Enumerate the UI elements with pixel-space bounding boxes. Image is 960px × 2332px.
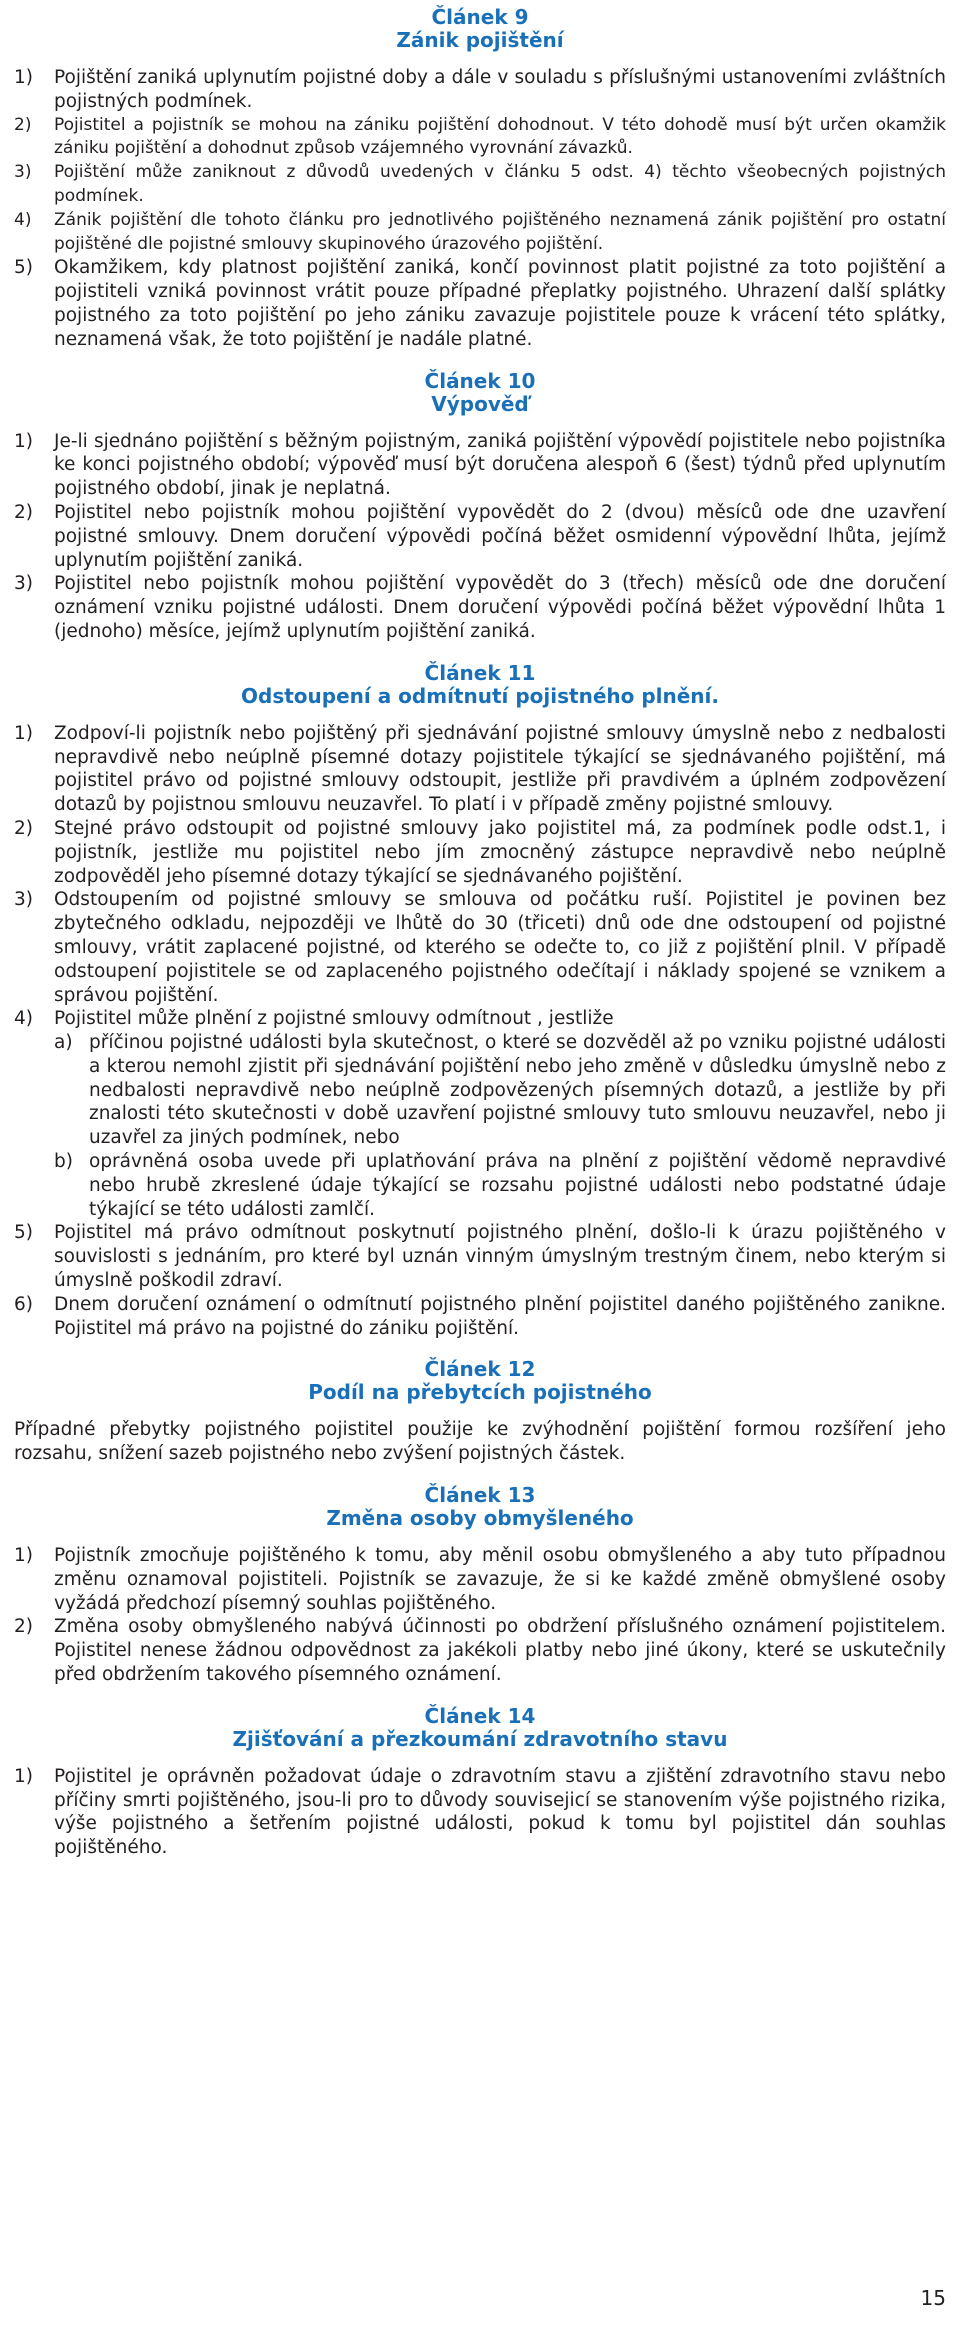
sub-item-text: oprávněná osoba uvede při uplatňování práva na plnění z pojištění vědomě nepravdivé nebo hrubě zkreslené údaje týkající se rozsahu pojistné události nebo podstatné údaje týkající se této události zamlčí.: [89, 1151, 946, 1220]
article-10: [14, 370, 946, 644]
item-text: Pojistitel a pojistník se mohou na zániku pojištění dohodnout. V této dohodě musí být určen okamžik zániku pojištění a dohodnut způsob vzájemného vyrovnání závazků.: [54, 114, 946, 159]
item-number: 4): [14, 209, 32, 230]
item-text: Dnem doručení oznámení o odmítnutí pojistného plnění pojistitel daného pojištěného zanikne. Pojistitel má právo na pojistné do zániku pojištění.: [54, 1293, 946, 1339]
article-title: Článek 12: [424, 1357, 536, 1382]
list-item: [14, 1765, 946, 1860]
item-text: Pojištění zaniká uplynutím pojistné doby a dále v souladu s příslušnými ustanoveními zvláštních pojistných podmínek.: [54, 67, 946, 112]
list-item: [14, 161, 946, 209]
list-item: [14, 722, 946, 817]
list-item: [14, 1544, 946, 1615]
article-title: Článek 10: [424, 368, 536, 393]
item-number: 1): [14, 1765, 33, 1787]
article-11: [14, 662, 946, 1341]
item-number: 4): [14, 1008, 33, 1030]
item-text: Pojistitel může plnění z pojistné smlouvy odmítnout , jestliže: [54, 1008, 614, 1030]
sub-list-item: [54, 1150, 946, 1221]
item-number: 1): [14, 722, 33, 744]
item-text: Pojistitel má právo odmítnout poskytnutí pojistného plnění, došlo-li k úrazu pojištěného v souvislosti s jednáním, pro které byl uznán vinným úmyslným trestným činem, nebo kterým si úmyslně poškodil zdraví.: [54, 1222, 946, 1292]
list-item: [14, 501, 946, 572]
article-14: [14, 1705, 946, 1860]
article-title: Článek 9: [431, 5, 529, 29]
item-number: 3): [14, 162, 32, 183]
list-item: [14, 256, 946, 351]
item-number: 6): [14, 1293, 33, 1315]
list-item: [14, 430, 946, 501]
sub-list-item: [54, 1031, 946, 1150]
item-number: 2): [14, 1616, 33, 1638]
article-title: Článek 14: [424, 1703, 536, 1728]
article-subtitle: Odstoupení a odmítnutí pojistného plnění.: [241, 683, 719, 708]
article-13: [14, 1484, 946, 1687]
item-text: Zánik pojištění dle tohoto článku pro jednotlivého pojištěného neznamená zánik pojištění pro ostatní pojištěné dle pojistné smlouvy skupinového úrazového pojištění.: [54, 209, 946, 254]
item-number: 3): [14, 889, 33, 911]
item-text: Pojistník zmocňuje pojištěného k tomu, aby měnil osobu obmyšleného a aby tuto případnou změnu oznamoval pojistiteli. Pojistník se zavazuje, že si ke každé změně obmyšlené osoby vyžádá předchozí písemný souhlas pojištěného.: [54, 1545, 946, 1614]
article-subtitle: Výpověď: [431, 391, 529, 416]
article-9: [14, 6, 946, 352]
page-number: 15: [920, 2286, 946, 2310]
item-text: Pojistitel je oprávněn požadovat údaje o zdravotním stavu a zjištění zdravotního stavu nebo příčiny smrti pojištěného, jsou-li pro to důvody souvisejicí se stanovením výše pojistného rizika, výše pojistného a šetřením pojistné události, pokud k tomu byl pojistitel dán souhlas pojištěného.: [54, 1765, 946, 1859]
item-text: Odstoupením od pojistné smlouvy se smlouva od počátku ruší. Pojistitel je povinen bez zbytečného odkladu, nejpozději ve lhůtě do 30 (třiceti) dnů ode dne odstoupení od pojistné smlouvy, vrátit zaplacené pojistné, od kterého se odečte to, co již z pojištění plnil. V případě odstoupení pojistitele se od zaplaceného pojistného odečítají i náklady spojené se vznikem a správou pojištění.: [54, 889, 946, 1006]
item-number: 2): [14, 501, 33, 523]
sub-item-text: příčinou pojistné události byla skutečnost, o které se dozvěděl až po vzniku pojistné události a kterou nemohl zjistit při sjednávání pojištění nebo jeho změně v důsledku úmyslně nebo z nedbalosti nepravdivě nebo neúplně zodpovězených písemných dotazů, a jestliže by při znalosti této skutečnosti v době uzavření pojistné smlouvy tuto smlouvu neuzavřel, nebo ji uzavřel za jiných podmínek, nebo: [89, 1032, 946, 1149]
item-number: 3): [14, 573, 33, 595]
list-item: [14, 888, 946, 1007]
sub-item-letter: b): [54, 1151, 73, 1173]
list-item: [14, 209, 946, 257]
article-paragraph: Případné přebytky pojistného pojistitel použije ke zvýhodnění pojištění formou rozšíření jeho rozsahu, snížení sazeb pojistného nebo zvýšení pojistných částek.: [14, 1419, 946, 1465]
article-subtitle: Zánik pojištění: [396, 28, 564, 52]
article-title: Článek 11: [424, 660, 536, 685]
item-number: 2): [14, 114, 32, 135]
item-text: Pojistitel nebo pojistník mohou pojištění vypovědět do 3 (třech) měsíců ode dne doručení oznámení vzniku pojistné události. Dnem doručení výpovědi počíná běžet výpovědní lhůta 1 (jednoho) měsíce, jejímž uplynutím pojištění zaniká.: [54, 573, 946, 642]
item-number: 1): [14, 1545, 33, 1567]
article-12: [14, 1358, 946, 1466]
list-item: [14, 1007, 946, 1031]
item-number: 1): [14, 430, 33, 452]
article-subtitle: Změna osoby obmyšleného: [326, 1506, 634, 1531]
item-text: Je-li sjednáno pojištění s běžným pojistným, zaniká pojištění výpovědí pojistitele nebo pojistníka ke konci pojistného období; výpověď musí být doručena alespoň 6 (šest) týdnů před uplynutím pojistného období, jinak je neplatná.: [54, 430, 946, 500]
item-text: Změna osoby obmyšleného nabývá účinnosti po obdržení příslušného oznámení pojistitelem. Pojistitel nenese žádnou odpovědnost za jakékoli platby nebo jiné úkony, které se uskutečnily před obdržením takového písemného oznámení.: [54, 1616, 946, 1686]
item-text: Zodpoví-li pojistník nebo pojištěný při sjednávání pojistné smlouvy úmyslně nebo z nedbalosti nepravdivě nebo neúplně písemné dotazy pojistitele týkající se sjednávaného pojištění, má pojistitel právo od pojistné smlouvy odstoupit, jestliže při pravdivém a úplném zodpovězení dotazů by pojistnou smlouvu neuzavřel. To platí i v případě změny pojistné smlouvy.: [54, 722, 946, 816]
item-text: Stejné právo odstoupit od pojistné smlouvy jako pojistitel má, za podmínek podle odst.1, i pojistník, jestliže mu pojistitel nebo jím zmocněný zástupce nepravdivě nebo neúplně zodpověděl jeho písemné dotazy týkající se sjednávaného pojištění.: [54, 817, 946, 887]
list-item: [14, 817, 946, 888]
list-item: [14, 66, 946, 114]
item-text: Okamžikem, kdy platnost pojištění zaniká, končí povinnost platit pojistné za toto pojištění a pojistiteli vzniká povinnost vrátit pouze případné přeplatky pojistného. Uhrazení další splátky pojistného za toto pojištění po jeho zániku zavazuje pojistitele pouze k vrácení této splátky, neznamená však, že toto pojištění je nadále platné.: [54, 257, 946, 350]
article-subtitle: Zjišťování a přezkoumání zdravotního stavu: [232, 1726, 728, 1751]
item-number: 2): [14, 817, 33, 839]
item-number: 5): [14, 1222, 33, 1244]
item-number: 5): [14, 257, 33, 279]
list-item: [14, 572, 946, 643]
list-item: [14, 1615, 946, 1686]
item-text: Pojistitel nebo pojistník mohou pojištění vypovědět do 2 (dvou) měsíců ode dne uzavření pojistné smlouvy. Dnem doručení výpovědi počíná běžet osmidenní výpovědní lhůta, jejímž uplynutím pojištění zaniká.: [54, 501, 946, 571]
list-item: [14, 114, 946, 162]
list-item: [14, 1221, 946, 1292]
article-subtitle: Podíl na přebytcích pojistného: [308, 1380, 652, 1405]
article-title: Článek 13: [424, 1483, 536, 1508]
document-page: [14, 6, 946, 1860]
item-text: Pojištění může zaniknout z důvodů uvedených v článku 5 odst. 4) těchto všeobecných pojistných podmínek.: [54, 162, 946, 206]
list-item: [14, 1293, 946, 1341]
item-number: 1): [14, 67, 33, 88]
sub-item-letter: a): [54, 1032, 73, 1054]
